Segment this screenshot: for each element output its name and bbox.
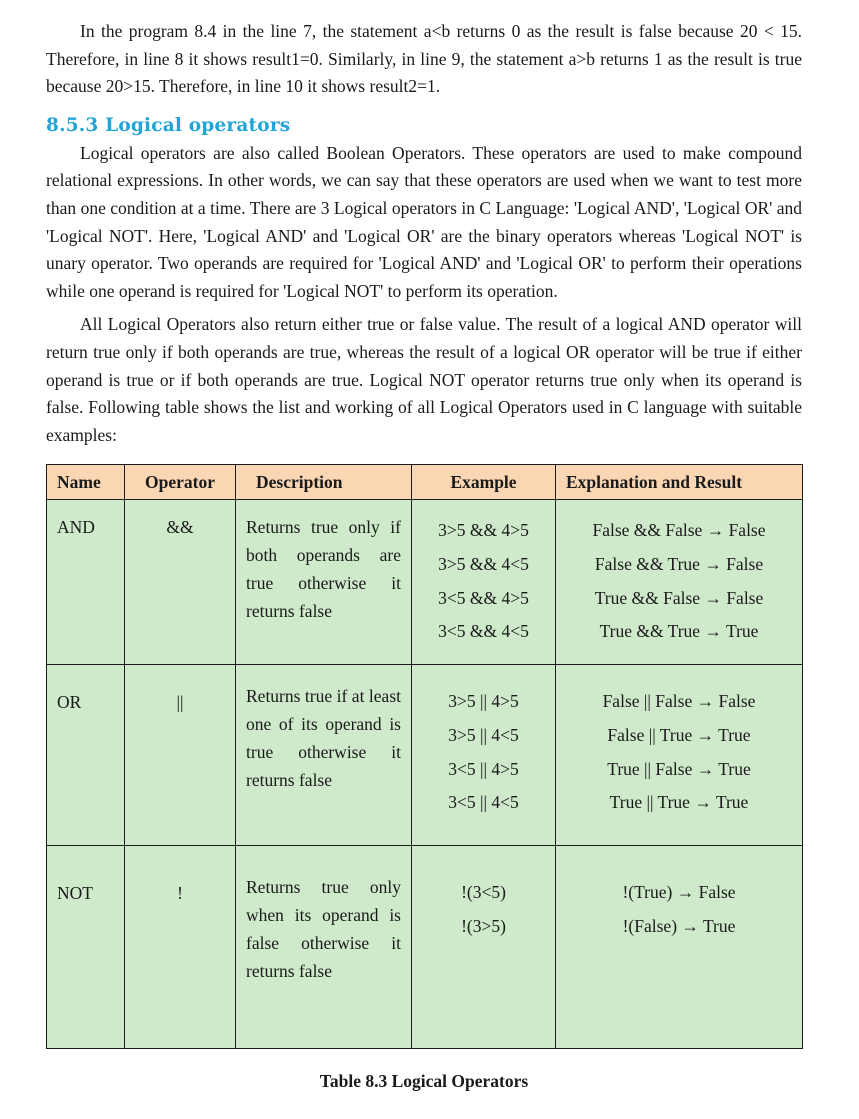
logical-operators-table [46,464,803,1049]
table-row-and [47,500,803,665]
cell-examples [412,846,556,1049]
cell-description: Returns true only if both operands are true otherwise it returns false [236,500,412,665]
section-paragraph-2: All Logical Operators also return either true or false value. The result of a logical AND operator will return true only if both operands are true, whereas the result of a logical OR operator will be true if either operand is true or if both operands are true. Logical NOT operator returns true only when its operand is false. Following table shows the list and working of all Logical Operators used in C language with suitable examples: [46,314,802,445]
cell-operator: || [125,665,236,846]
section-heading: 8.5.3 Logical operators [46,114,291,136]
explanation-line: False || False → False [602,691,756,712]
explanation-line: !(True) → False [622,882,736,903]
explanation-line: True && False → False [594,587,764,608]
example-line: 3>5 || 4>5 [448,691,519,712]
example-line: 3>5 || 4<5 [448,724,519,745]
cell-name: NOT [47,846,125,1049]
header-example: Example [412,465,556,500]
intro-paragraph: In the program 8.4 in the line 7, the statement a<b returns 0 as the result is false because 20 < 15. Therefore, in line 8 it shows result1=0. Similarly, in line 9, the statement a>b returns 1 as the result is true because 20>15. Therefore, in line 10 it shows result2=1. [46,21,802,97]
header-description: Description [236,465,412,500]
cell-operator: ! [125,846,236,1049]
example-line: !(3<5) [461,882,506,903]
cell-name: AND [47,500,125,665]
table-row-or [47,665,803,846]
explanation-line: False && True → False [594,553,764,574]
explanation-line: True && True → True [599,621,759,642]
example-line: 3<5 || 4<5 [448,792,519,813]
cell-explanations [556,500,803,665]
example-line: 3>5 && 4>5 [438,520,529,541]
cell-examples [412,500,556,665]
explanation-line: True || False → True [607,758,751,779]
explanation-line: False && False → False [592,520,766,541]
explanation-line: True || True → True [609,792,749,813]
table-row-not [47,846,803,1049]
example-line: 3<5 && 4<5 [438,621,529,642]
explanation-line: False || True → True [607,724,751,745]
header-explanation: Explanation and Result [556,465,803,500]
header-operator: Operator [125,465,236,500]
cell-description: Returns true if at least one of its operand is true otherwise it returns false [236,665,412,846]
cell-explanations [556,846,803,1049]
explanation-line: !(False) → True [622,915,736,936]
page-content [46,18,802,1092]
example-line: 3<5 || 4>5 [448,758,519,779]
cell-name: OR [47,665,125,846]
cell-operator: && [125,500,236,665]
example-line: !(3>5) [461,915,506,936]
example-line: 3>5 && 4<5 [438,553,529,574]
cell-examples [412,665,556,846]
table-caption: Table 8.3 Logical Operators [319,1071,529,1092]
example-line: 3<5 && 4>5 [438,587,529,608]
cell-explanations [556,665,803,846]
header-name: Name [47,465,125,500]
section-paragraph-1: Logical operators are also called Boolean Operators. These operators are used to make compound relational expressions. In other words, we can say that these operators are used when we want to test more than one condition at a time. There are 3 Logical operators in C Language: 'Logical AND', 'Logical OR' and 'Logical NOT'. Here, 'Logical AND' and 'Logical OR' are the binary operators whereas 'Logical NOT' is unary operator. Two operands are required for 'Logical AND' and 'Logical OR' to perform their operations while one operand is required for 'Logical NOT' to perform its operation. [46,142,802,301]
table-header-row [47,465,803,500]
cell-description: Returns true only when its operand is false otherwise it returns false [236,846,412,1049]
